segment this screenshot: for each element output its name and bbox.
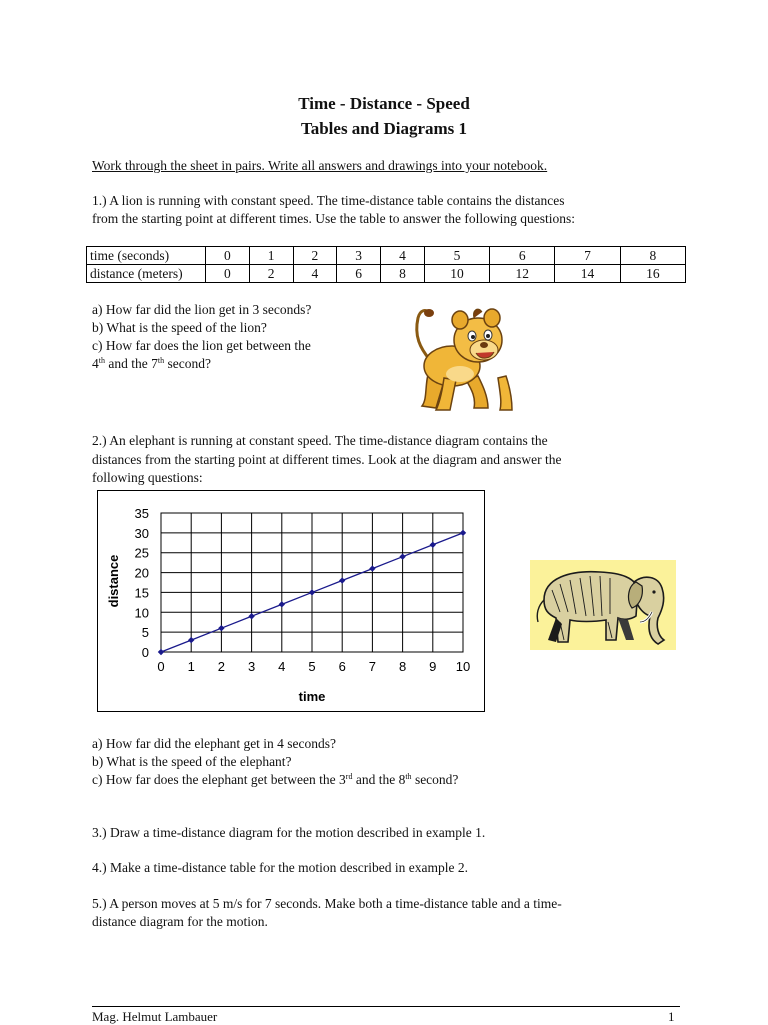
intro-instructions: Work through the sheet in pairs. Write all answers and drawings into your notebook. (92, 158, 548, 173)
q5-text-line1: 5.) A person moves at 5 m/s for 7 seconds. Make both a time-distance table and a time- (92, 896, 562, 911)
ordinal-suffix: th (98, 356, 105, 365)
lion-time-distance-table (86, 246, 686, 283)
x-tick-label: 8 (398, 659, 407, 674)
q1-question-c-cont (92, 355, 692, 373)
q2-text-line2: distances from the starting point at different times. Look at the diagram and answer the (92, 452, 562, 467)
q1-question-c: c) How far does the lion get between the (92, 338, 311, 353)
y-axis-label: distance (106, 554, 121, 608)
table-cell: 2 (293, 247, 337, 265)
y-tick-label: 0 (141, 645, 149, 660)
q1-text-line2: from the starting point at different times. Use the table to answer the following questions: (92, 211, 576, 226)
x-tick-label: 2 (217, 659, 226, 674)
chart-svg (98, 491, 484, 711)
q1-c-end: second? (164, 356, 211, 371)
table-cell: 12 (490, 265, 555, 283)
table-cell: 2 (249, 265, 293, 283)
y-tick-label: 30 (134, 525, 149, 541)
x-tick-label: 9 (429, 659, 437, 674)
q2-question-b: b) What is the speed of the elephant? (92, 754, 292, 769)
elephant-image (530, 560, 676, 650)
x-tick-label: 4 (278, 659, 286, 674)
q1-text-line1: 1.) A lion is running with constant speed. The time-distance table contains the distances (92, 193, 565, 208)
q4-text: 4.) Make a time-distance table for the motion described in example 2. (92, 860, 468, 875)
y-tick-label: 5 (141, 625, 149, 641)
x-tick-label: 10 (455, 659, 471, 674)
table-cell: 7 (555, 247, 620, 265)
q2-question-c (92, 771, 692, 789)
table-cell: 16 (620, 265, 685, 283)
lion-cub-image (402, 298, 514, 418)
table-cell: 4 (293, 265, 337, 283)
x-tick-label: 5 (308, 659, 316, 674)
q3-text: 3.) Draw a time-distance diagram for the motion described in example 1. (92, 825, 486, 840)
page-title: Time - Distance - Speed (298, 94, 470, 113)
page-subtitle: Tables and Diagrams 1 (300, 119, 468, 138)
table-cell: 3 (337, 247, 381, 265)
table-header-time: time (seconds) (87, 247, 206, 265)
page-number: 1 (668, 1009, 675, 1024)
y-tick-label: 35 (134, 506, 149, 521)
footer-author: Mag. Helmut Lambauer (92, 1009, 218, 1024)
table-cell: 8 (620, 247, 685, 265)
table-row-time (87, 247, 686, 265)
ordinal-number: 4 (92, 356, 99, 371)
table-cell: 10 (424, 265, 489, 283)
table-cell: 0 (206, 265, 250, 283)
table-cell: 4 (381, 247, 425, 265)
y-tick-label: 10 (134, 605, 149, 621)
x-axis-label: time (298, 689, 326, 704)
table-cell: 6 (490, 247, 555, 265)
table-cell: 0 (206, 247, 250, 265)
ordinal-suffix: th (157, 356, 165, 365)
table-header-distance: distance (meters) (87, 265, 206, 283)
y-tick-label: 15 (134, 585, 149, 601)
x-tick-label: 3 (247, 659, 256, 674)
q2-c-mid: and the 8 (352, 772, 406, 787)
q2-c-end: second? (411, 772, 459, 787)
q2-question-a: a) How far did the elephant get in 4 seconds? (92, 736, 337, 751)
ordinal-suffix: th (405, 772, 412, 781)
q2-c-pre: c) How far does the elephant get between the 3 (92, 772, 346, 787)
q1-question-b: b) What is the speed of the lion? (92, 320, 267, 335)
q5-text-line2: distance diagram for the motion. (92, 914, 268, 929)
q1-c-mid: and the 7 (104, 356, 158, 371)
q2-text-line3: following questions: (92, 470, 203, 485)
x-tick-label: 7 (368, 659, 377, 674)
q1-question-a: a) How far did the lion get in 3 seconds? (92, 302, 312, 317)
x-tick-label: 6 (338, 659, 346, 674)
table-cell: 8 (381, 265, 425, 283)
table-row-distance (87, 265, 686, 283)
x-tick-label: 1 (187, 659, 195, 674)
table-cell: 1 (249, 247, 293, 265)
y-tick-label: 20 (134, 565, 149, 581)
table-cell: 5 (424, 247, 489, 265)
y-tick-label: 25 (134, 545, 149, 561)
elephant-time-distance-chart (97, 490, 485, 712)
table-cell: 6 (337, 265, 381, 283)
ordinal-suffix: rd (345, 772, 353, 781)
table-cell: 14 (555, 265, 620, 283)
q2-text-line1: 2.) An elephant is running at constant speed. The time-distance diagram contains the (92, 433, 548, 448)
footer-divider (92, 1006, 680, 1007)
x-tick-label: 0 (157, 659, 165, 674)
